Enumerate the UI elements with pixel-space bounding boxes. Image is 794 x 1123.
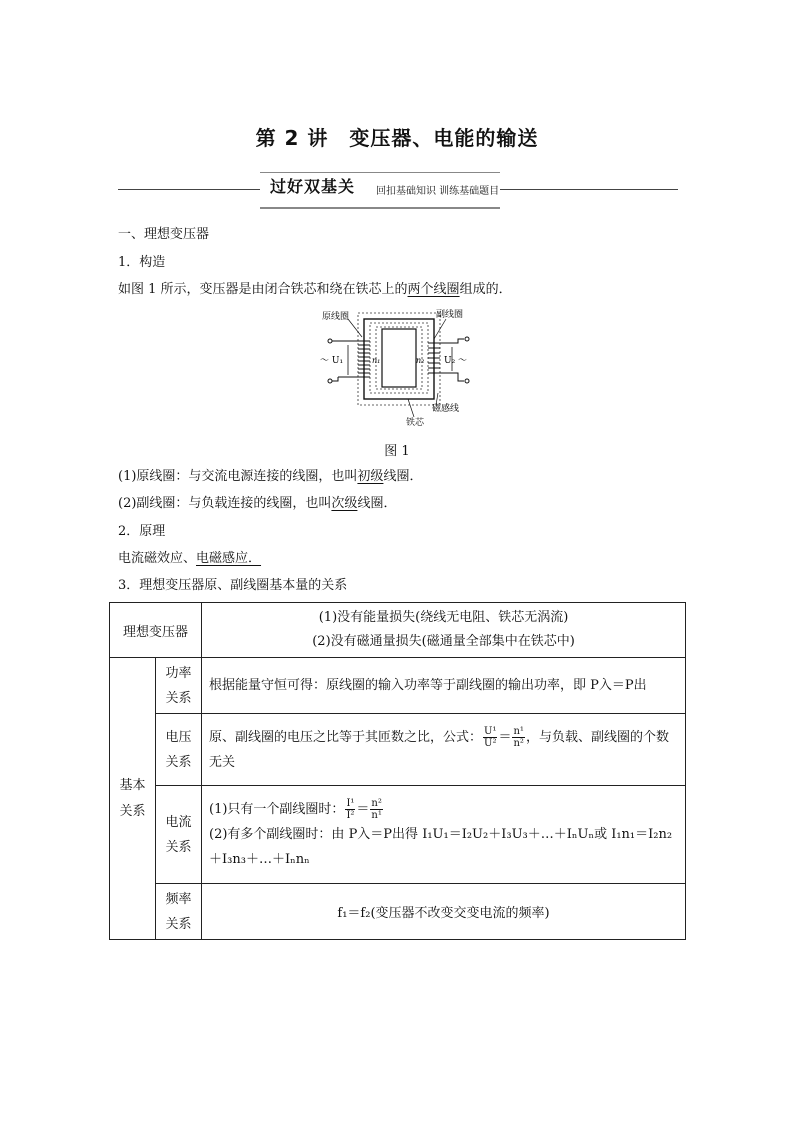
fraction-u: $\frac{\text{U¹}}{\text{U²}}$ <box>484 725 497 749</box>
label-secondary-coil: 副线圈 <box>436 310 464 320</box>
cell-ideal-label: 理想变压器 <box>110 603 202 658</box>
label-iron-core: 铁芯 <box>406 418 425 428</box>
cell-ideal-conditions: (1)没有能量损失(绕线无电阻、铁芯无涡流) (2)没有磁通量损失(磁通量全部集中在铁芯中) <box>202 603 686 658</box>
cell-frequency-label: 频率 关系 <box>156 884 202 940</box>
fraction-i: $\frac{\text{I¹}}{\text{I²}}$ <box>346 798 355 821</box>
label-u2: U₂ ～ <box>444 356 468 366</box>
section-banner <box>118 172 678 208</box>
paragraph-primary-coil: (1)原线圈：与交流电源连接的线圈，也叫初级线圈． <box>118 469 423 484</box>
table-row <box>110 884 686 940</box>
cell-current-label: 电流 关系 <box>156 786 202 884</box>
table-row <box>110 658 686 714</box>
fraction-cn: $\frac{\text{n²}}{\text{n¹}}$ <box>371 798 382 821</box>
cell-basic-label: 基本 关系 <box>110 658 156 940</box>
label-n2: n₂ <box>416 356 425 365</box>
transformer-figure <box>318 307 478 431</box>
cell-power-label: 功率 关系 <box>156 658 202 714</box>
relations-table <box>109 602 686 940</box>
label-n1: n₁ <box>372 356 381 365</box>
banner-rule-right <box>500 189 678 190</box>
cell-current-text: (1)只有一个副线圈时： $\frac{\text{I¹}}{\text{I²}}$ ＝ $\frac{\text{n²}}{\text{n¹}}$ (2)有多个副线圈时：由 P入＝P出得 I₁U₁＝I₂U₂＋I₃U₃＋…＋IₙUₙ或 I₁n₁＝I₂n₂＋I₃n₃＋…＋Iₙnₙ <box>202 786 686 884</box>
banner-main-text: 过好双基关 <box>270 177 356 196</box>
cell-power-text: 根据能量守恒可得：原线圈的输入功率等于副线圈的输出功率，即 P入＝P出 <box>202 658 686 714</box>
blank-answer: 初级 <box>357 469 384 484</box>
label-u1: ～ U₁ <box>320 356 344 366</box>
cell-frequency-text: f₁＝f₂(变压器不改变交变电流的频率) <box>202 884 686 940</box>
subheading-construction: 1．构造 <box>118 255 166 270</box>
subheading-relations: 3．理想变压器原、副线圈基本量的关系 <box>118 578 348 593</box>
blank-answer: 两个线圈 <box>407 282 460 297</box>
table-row <box>110 786 686 884</box>
blank-answer: 电磁感应． <box>196 551 262 566</box>
label-flux-lines: 磁感线 <box>432 404 460 414</box>
paragraph-principle: 电流磁效应、电磁感应． <box>118 551 262 566</box>
section-heading-ideal-transformer: 一、理想变压器 <box>118 227 210 242</box>
cell-voltage-label: 电压 关系 <box>156 714 202 786</box>
cell-voltage-text: 原、副线圈的电压之比等于其匝数之比，公式： $\frac{\text{U¹}}{\text{U²}}$ ＝ $\frac{\text{n¹}}{\text{n²}}$ ，与负载、副线圈的个数无关 <box>202 714 686 786</box>
paragraph-secondary-coil: (2)副线圈：与负载连接的线圈，也叫次级线圈． <box>118 496 397 511</box>
figure-caption: 图 1 <box>384 444 410 459</box>
label-primary-coil: 原线圈 <box>322 312 350 322</box>
banner-rule-left <box>118 189 260 190</box>
page-title: 第 2 讲 变压器、电能的输送 <box>255 126 539 150</box>
paragraph-construction: 如图 1 所示，变压器是由闭合铁芯和绕在铁芯上的两个线圈组成的． <box>118 282 512 297</box>
fraction-n: $\frac{\text{n¹}}{\text{n²}}$ <box>513 725 524 749</box>
banner-sub-text: 回扣基础知识 训练基础题目 <box>376 186 500 197</box>
table-row <box>110 714 686 786</box>
subheading-principle: 2．原理 <box>118 524 166 539</box>
blank-answer: 次级 <box>331 496 358 511</box>
table-row <box>110 603 686 658</box>
